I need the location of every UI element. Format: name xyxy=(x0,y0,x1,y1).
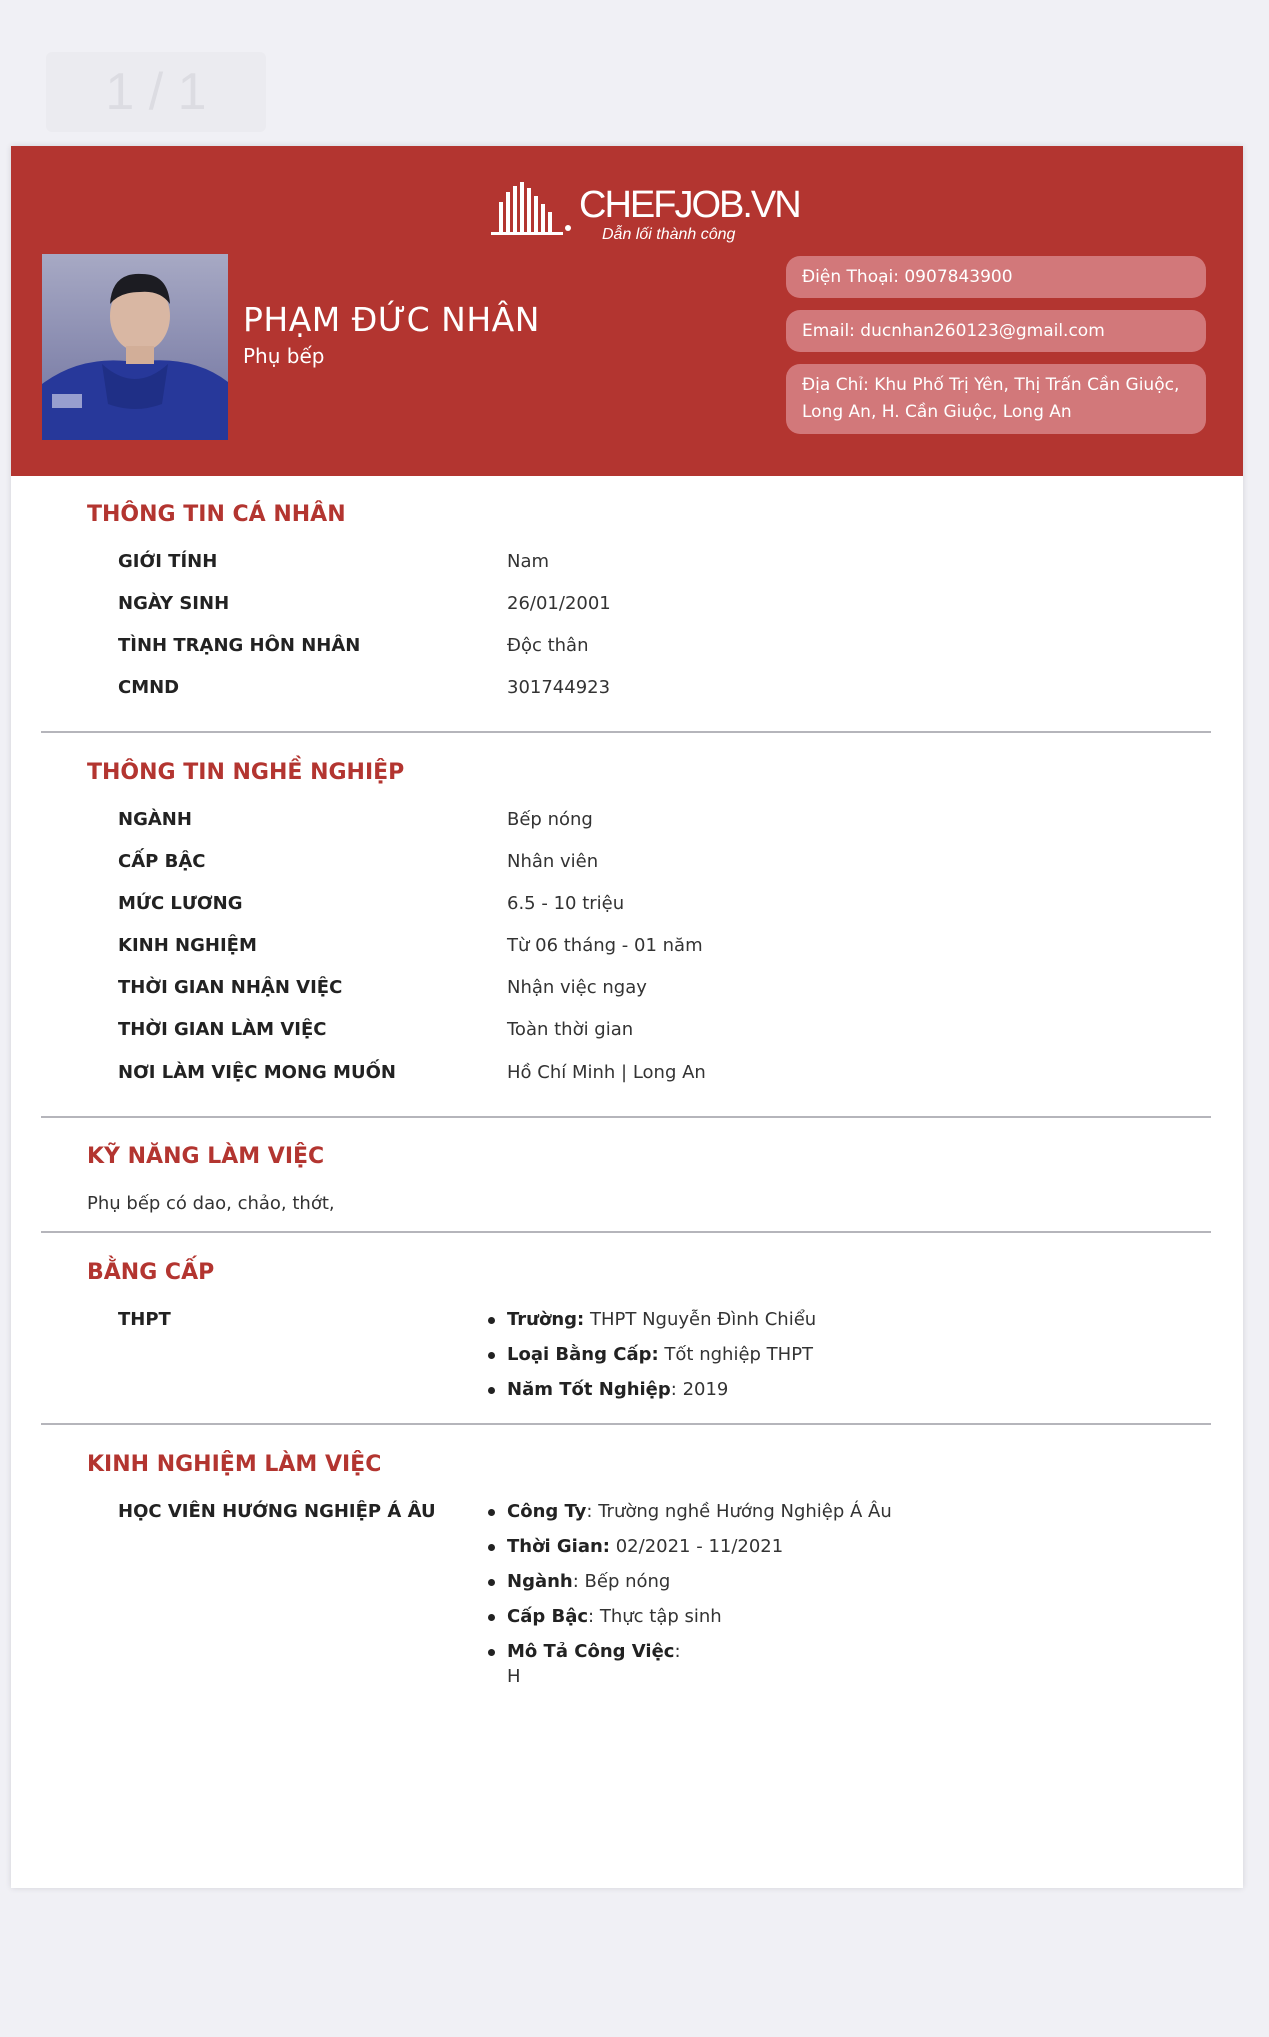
divider xyxy=(41,1423,1211,1425)
profile-photo xyxy=(42,254,228,440)
degree-details xyxy=(507,1309,816,1414)
logo-text: CHEFJOB.VN xyxy=(579,184,800,226)
divider xyxy=(41,1116,1211,1118)
value-gender: Nam xyxy=(507,551,550,572)
label-marital: TÌNH TRẠNG HÔN NHÂN xyxy=(118,635,361,656)
value-level: Nhân viên xyxy=(507,851,599,872)
degree-year-key: Năm Tốt Nghiệp xyxy=(507,1379,671,1400)
list-item xyxy=(507,1309,816,1344)
exp-company-key: Công Ty xyxy=(507,1501,587,1522)
label-birthdate: NGÀY SINH xyxy=(118,593,230,614)
list-item xyxy=(507,1501,892,1536)
degree-school-key: Trường: xyxy=(507,1309,585,1330)
label-start-time: THỜI GIAN NHẬN VIỆC xyxy=(118,977,343,998)
exp-time-key: Thời Gian: xyxy=(507,1536,610,1557)
value-desired-location: Hồ Chí Minh | Long An xyxy=(507,1062,706,1083)
label-gender: GIỚI TÍNH xyxy=(118,551,218,572)
exp-level-key: Cấp Bậc xyxy=(507,1606,589,1627)
list-item xyxy=(507,1344,816,1379)
experience-label: HỌC VIÊN HƯỚNG NGHIỆP Á ÂU xyxy=(118,1501,436,1522)
label-id: CMND xyxy=(118,677,180,698)
exp-company-value: : Trường nghề Hướng Nghiệp Á Âu xyxy=(586,1501,892,1522)
value-work-time: Toàn thời gian xyxy=(507,1019,634,1040)
degree-label: THPT xyxy=(118,1309,171,1330)
exp-description-colon: : xyxy=(674,1641,681,1662)
value-salary: 6.5 - 10 triệu xyxy=(507,893,625,914)
personal-info-title: THÔNG TIN CÁ NHÂN xyxy=(87,502,346,527)
career-info-title: THÔNG TIN NGHỀ NGHIỆP xyxy=(87,760,405,785)
list-item xyxy=(507,1536,892,1571)
degrees-title: BẰNG CẤP xyxy=(87,1260,215,1285)
list-item xyxy=(507,1571,892,1606)
exp-description-key: Mô Tả Công Việc xyxy=(507,1641,675,1662)
label-industry: NGÀNH xyxy=(118,809,192,830)
avatar xyxy=(42,254,228,440)
candidate-name: PHẠM ĐỨC NHÂN xyxy=(243,300,540,339)
page-counter: 1 / 1 xyxy=(46,52,266,132)
logo-slogan: Dẫn lối thành công xyxy=(602,226,736,243)
candidate-role: Phụ bếp xyxy=(243,344,325,368)
cv-document xyxy=(11,146,1243,1888)
experience-details xyxy=(507,1501,892,1667)
chefjob-logo xyxy=(491,182,800,248)
list-item xyxy=(507,1379,816,1414)
label-desired-location: NƠI LÀM VIỆC MONG MUỐN xyxy=(118,1062,396,1083)
degree-type-value: Tốt nghiệp THPT xyxy=(658,1344,814,1365)
label-level: CẤP BẬC xyxy=(118,851,206,872)
degree-school-value: THPT Nguyễn Đình Chiểu xyxy=(584,1309,817,1330)
exp-industry-key: Ngành xyxy=(507,1571,573,1592)
value-start-time: Nhận việc ngay xyxy=(507,977,647,998)
exp-description-text: H xyxy=(507,1666,521,1687)
divider xyxy=(41,731,1211,733)
address-pill: Địa Chỉ: Khu Phố Trị Yên, Thị Trấn Cần Giuộc, Long An, H. Cần Giuộc, Long An xyxy=(786,364,1206,434)
phone-pill: Điện Thoại: 0907843900 xyxy=(786,256,1206,298)
degree-type-key: Loại Bằng Cấp: xyxy=(507,1344,659,1365)
skills-title: KỸ NĂNG LÀM VIỆC xyxy=(87,1144,325,1169)
exp-industry-value: : Bếp nóng xyxy=(572,1571,671,1592)
list-item xyxy=(507,1606,892,1641)
exp-level-value: : Thực tập sinh xyxy=(588,1606,722,1627)
building-logo-icon xyxy=(491,182,577,238)
experience-title: KINH NGHIỆM LÀM VIỆC xyxy=(87,1452,382,1477)
skills-text: Phụ bếp có dao, chảo, thớt, xyxy=(87,1193,335,1214)
value-marital: Độc thân xyxy=(507,635,589,656)
list-item xyxy=(507,1641,892,1667)
exp-time-value: 02/2021 - 11/2021 xyxy=(610,1536,784,1557)
value-experience: Từ 06 tháng - 01 năm xyxy=(507,935,703,956)
label-work-time: THỜI GIAN LÀM VIỆC xyxy=(118,1019,327,1040)
label-experience: KINH NGHIỆM xyxy=(118,935,257,956)
cv-header xyxy=(11,146,1243,476)
divider xyxy=(41,1231,1211,1233)
degree-year-value: : 2019 xyxy=(670,1379,729,1400)
label-salary: MỨC LƯƠNG xyxy=(118,893,243,914)
value-id: 301744923 xyxy=(507,677,611,698)
value-birthdate: 26/01/2001 xyxy=(507,593,611,614)
value-industry: Bếp nóng xyxy=(507,809,593,830)
email-pill: Email: ducnhan260123@gmail.com xyxy=(786,310,1206,352)
